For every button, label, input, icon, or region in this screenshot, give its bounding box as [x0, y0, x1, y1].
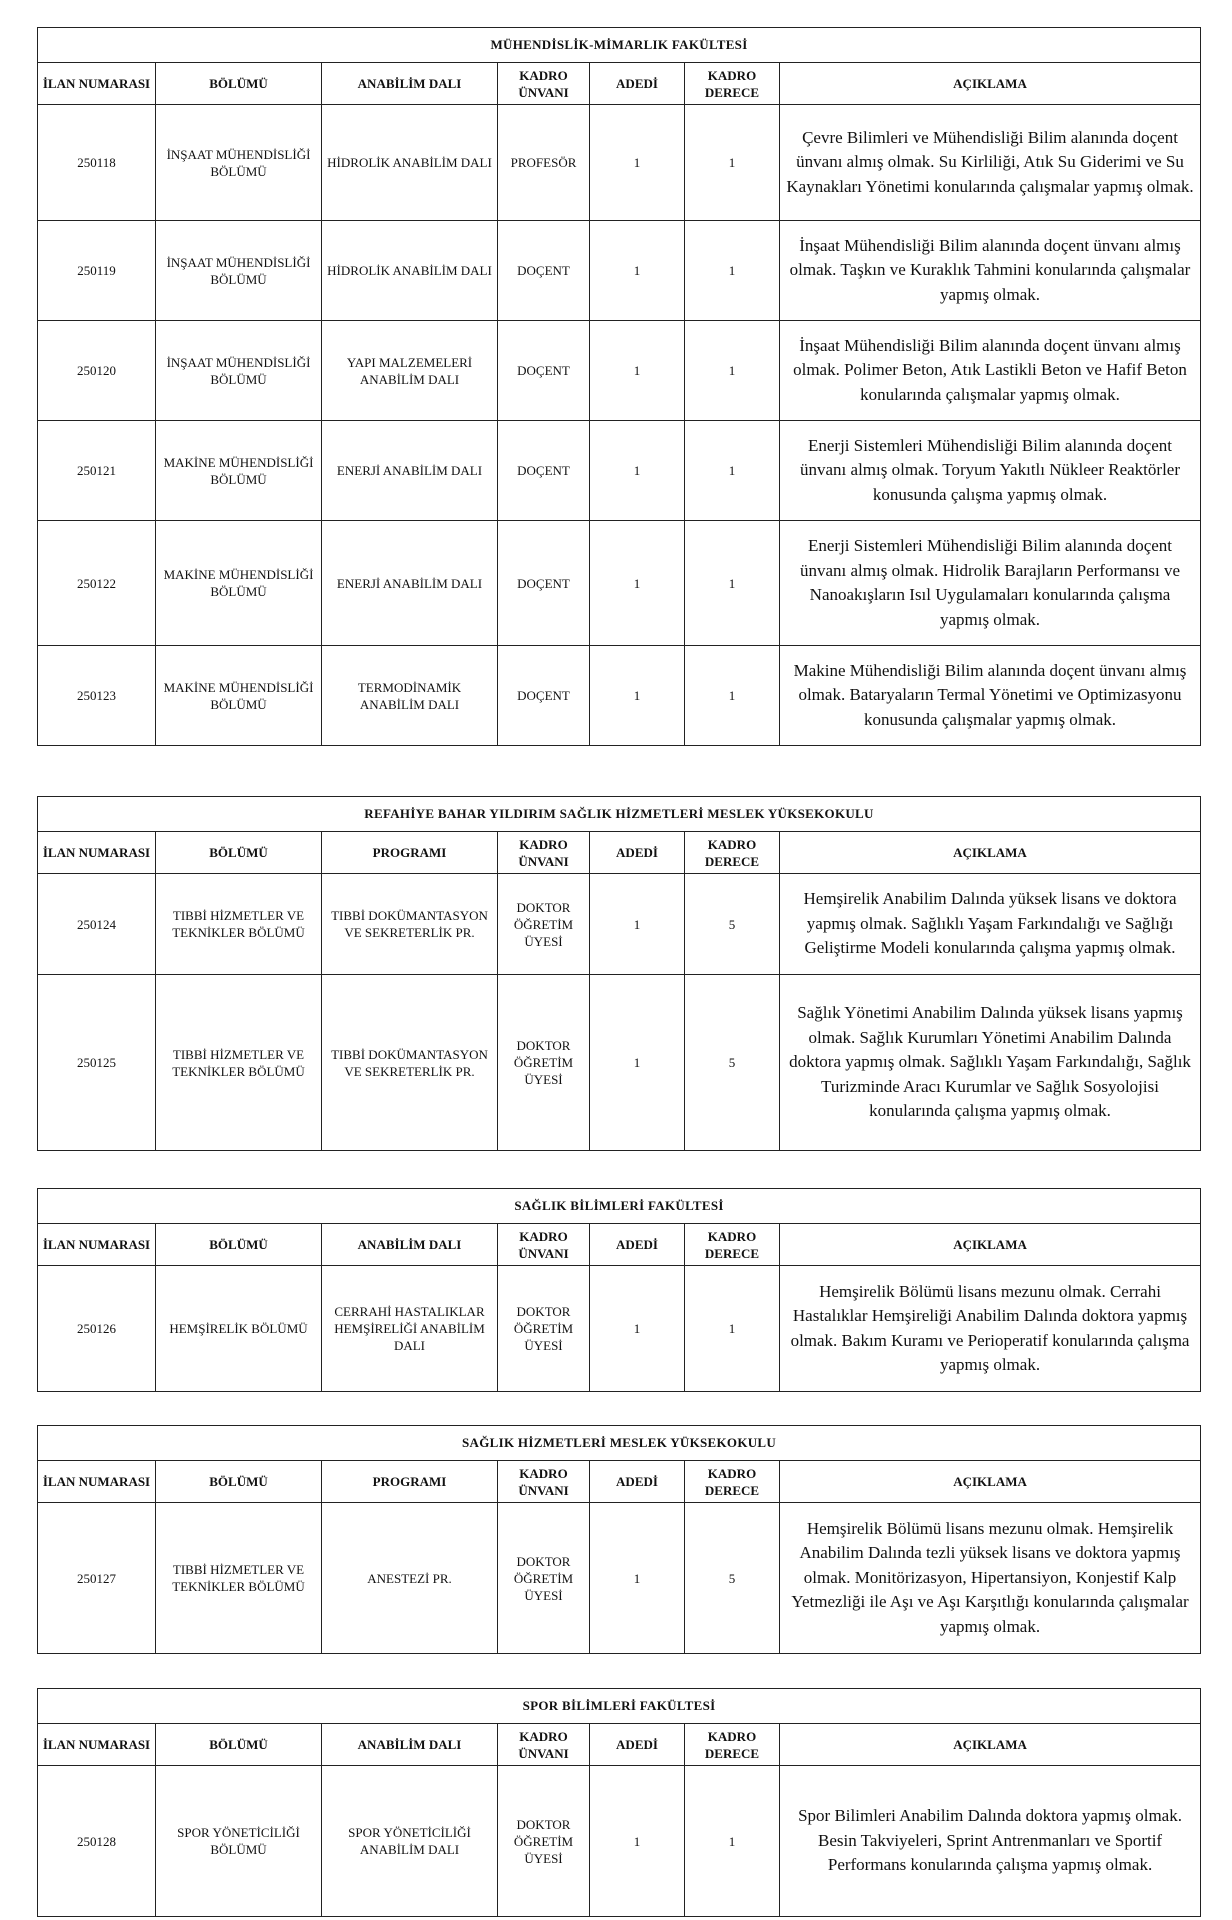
count-header: ADEDİ: [590, 63, 685, 105]
subdivision-cell: TIBBİ DOKÜMANTASYON VE SEKRETERLİK PR.: [322, 975, 498, 1151]
ilan-number-header: İLAN NUMARASI: [38, 832, 156, 874]
faculty-title: REFAHİYE BAHAR YILDIRIM SAĞLIK HİZMETLERİ MESLEK YÜKSEKOKULU: [38, 797, 1201, 832]
table-row: [38, 646, 1201, 746]
subdivision-header: ANABİLİM DALI: [322, 1224, 498, 1266]
department-cell: TIBBİ HİZMETLER VE TEKNİKLER BÖLÜMÜ: [156, 975, 322, 1151]
department-cell: İNŞAAT MÜHENDİSLİĞİ BÖLÜMÜ: [156, 105, 322, 221]
subdivision-cell: SPOR YÖNETİCİLİĞİ ANABİLİM DALI: [322, 1766, 498, 1917]
subdivision-cell: TERMODİNAMİK ANABİLİM DALI: [322, 646, 498, 746]
description-header: AÇIKLAMA: [780, 63, 1201, 105]
department-cell: İNŞAAT MÜHENDİSLİĞİ BÖLÜMÜ: [156, 221, 322, 321]
position-title-cell: DOKTOR ÖĞRETİM ÜYESİ: [498, 1503, 590, 1654]
ilan-number-cell: 250122: [38, 521, 156, 646]
subdivision-header: ANABİLİM DALI: [322, 1724, 498, 1766]
grade-header: KADRO DERECE: [685, 63, 780, 105]
grade-cell: 1: [685, 105, 780, 221]
description-cell: Spor Bilimleri Anabilim Dalında doktora yapmış olmak. Besin Takviyeleri, Sprint Antrenmanları ve Sportif Performans konularında çalışma yapmış olmak.: [780, 1766, 1201, 1917]
department-cell: TIBBİ HİZMETLER VE TEKNİKLER BÖLÜMÜ: [156, 1503, 322, 1654]
position-title-cell: DOKTOR ÖĞRETİM ÜYESİ: [498, 874, 590, 975]
grade-cell: 1: [685, 421, 780, 521]
count-cell: 1: [590, 321, 685, 421]
grade-cell: 1: [685, 321, 780, 421]
faculty-title-row: [38, 28, 1201, 63]
ilan-number-header: İLAN NUMARASI: [38, 1224, 156, 1266]
subdivision-cell: HİDROLİK ANABİLİM DALI: [322, 221, 498, 321]
position-title-header: KADRO ÜNVANI: [498, 1461, 590, 1503]
ilan-number-cell: 250126: [38, 1266, 156, 1392]
table-row: [38, 975, 1201, 1151]
ilan-number-cell: 250119: [38, 221, 156, 321]
description-cell: Enerji Sistemleri Mühendisliği Bilim alanında doçent ünvanı almış olmak. Hidrolik Barajların Performansı ve Nanoakışların Isıl Uygulamaları konularında çalışma yapmış olmak.: [780, 521, 1201, 646]
position-title-header: KADRO ÜNVANI: [498, 832, 590, 874]
table-row: [38, 105, 1201, 221]
count-header: ADEDİ: [590, 1224, 685, 1266]
grade-cell: 1: [685, 521, 780, 646]
count-cell: 1: [590, 1503, 685, 1654]
position-title-cell: DOÇENT: [498, 421, 590, 521]
department-cell: MAKİNE MÜHENDİSLİĞİ BÖLÜMÜ: [156, 421, 322, 521]
ilan-number-header: İLAN NUMARASI: [38, 1724, 156, 1766]
ilan-number-header: İLAN NUMARASI: [38, 63, 156, 105]
subdivision-cell: ENERJİ ANABİLİM DALI: [322, 521, 498, 646]
department-cell: HEMŞİRELİK BÖLÜMÜ: [156, 1266, 322, 1392]
table-row: [38, 1503, 1201, 1654]
faculty-title-row: [38, 1426, 1201, 1461]
ilan-number-cell: 250120: [38, 321, 156, 421]
column-header-row: [38, 1724, 1201, 1766]
column-header-row: [38, 63, 1201, 105]
table-row: [38, 521, 1201, 646]
count-header: ADEDİ: [590, 832, 685, 874]
table-row: [38, 874, 1201, 975]
count-cell: 1: [590, 874, 685, 975]
subdivision-header: ANABİLİM DALI: [322, 63, 498, 105]
position-title-header: KADRO ÜNVANI: [498, 1224, 590, 1266]
faculty-title: SAĞLIK HİZMETLERİ MESLEK YÜKSEKOKULU: [38, 1426, 1201, 1461]
position-title-cell: DOÇENT: [498, 521, 590, 646]
faculty-table: [37, 27, 1201, 746]
faculty-title: SAĞLIK BİLİMLERİ FAKÜLTESİ: [38, 1189, 1201, 1224]
subdivision-cell: TIBBİ DOKÜMANTASYON VE SEKRETERLİK PR.: [322, 874, 498, 975]
description-cell: Makine Mühendisliği Bilim alanında doçent ünvanı almış olmak. Bataryaların Termal Yönetimi ve Optimizasyonu konusunda çalışmalar yapmış olmak.: [780, 646, 1201, 746]
description-cell: Hemşirelik Bölümü lisans mezunu olmak. Cerrahi Hastalıklar Hemşireliği Anabilim Dalında doktora yapmış olmak. Bakım Kuramı ve Perioperatif konularında çalışma yapmış olmak.: [780, 1266, 1201, 1392]
count-header: ADEDİ: [590, 1461, 685, 1503]
department-header: BÖLÜMÜ: [156, 1724, 322, 1766]
count-cell: 1: [590, 221, 685, 321]
subdivision-cell: YAPI MALZEMELERİ ANABİLİM DALI: [322, 321, 498, 421]
description-cell: İnşaat Mühendisliği Bilim alanında doçent ünvanı almış olmak. Polimer Beton, Atık Lastikli Beton ve Hafif Beton konularında çalışmalar yapmış olmak.: [780, 321, 1201, 421]
ilan-number-header: İLAN NUMARASI: [38, 1461, 156, 1503]
description-cell: Çevre Bilimleri ve Mühendisliği Bilim alanında doçent ünvanı almış olmak. Su Kirliliği, Atık Su Giderimi ve Su Kaynakları Yönetimi konularında çalışmalar yapmış olmak.: [780, 105, 1201, 221]
grade-header: KADRO DERECE: [685, 832, 780, 874]
faculty-table: [37, 1425, 1201, 1654]
faculty-title: SPOR BİLİMLERİ FAKÜLTESİ: [38, 1689, 1201, 1724]
description-cell: Hemşirelik Anabilim Dalında yüksek lisans ve doktora yapmış olmak. Sağlıklı Yaşam Farkındalığı ve Sağlığı Geliştirme Modeli konularında çalışma yapmış olmak.: [780, 874, 1201, 975]
count-cell: 1: [590, 1766, 685, 1917]
column-header-row: [38, 1461, 1201, 1503]
department-header: BÖLÜMÜ: [156, 63, 322, 105]
description-header: AÇIKLAMA: [780, 832, 1201, 874]
table-row: [38, 221, 1201, 321]
grade-header: KADRO DERECE: [685, 1724, 780, 1766]
department-cell: İNŞAAT MÜHENDİSLİĞİ BÖLÜMÜ: [156, 321, 322, 421]
grade-header: KADRO DERECE: [685, 1224, 780, 1266]
ilan-number-cell: 250118: [38, 105, 156, 221]
position-title-header: KADRO ÜNVANI: [498, 1724, 590, 1766]
subdivision-cell: ANESTEZİ PR.: [322, 1503, 498, 1654]
position-title-cell: DOKTOR ÖĞRETİM ÜYESİ: [498, 975, 590, 1151]
faculty-table: [37, 1688, 1201, 1917]
grade-cell: 1: [685, 1766, 780, 1917]
faculty-title: MÜHENDİSLİK-MİMARLIK FAKÜLTESİ: [38, 28, 1201, 63]
grade-cell: 1: [685, 1266, 780, 1392]
count-cell: 1: [590, 1266, 685, 1392]
description-cell: Sağlık Yönetimi Anabilim Dalında yüksek lisans yapmış olmak. Sağlık Kurumları Yönetimi Anabilim Dalında doktora yapmış olmak. Sağlıklı Yaşam Farkındalığı, Sağlık Turizminde Aracı Kurumlar ve Sağlık Sosyolojisi konularında çalışma yapmış olmak.: [780, 975, 1201, 1151]
position-title-cell: DOKTOR ÖĞRETİM ÜYESİ: [498, 1266, 590, 1392]
department-header: BÖLÜMÜ: [156, 1461, 322, 1503]
subdivision-cell: ENERJİ ANABİLİM DALI: [322, 421, 498, 521]
department-header: BÖLÜMÜ: [156, 832, 322, 874]
count-cell: 1: [590, 521, 685, 646]
position-title-cell: DOÇENT: [498, 646, 590, 746]
description-header: AÇIKLAMA: [780, 1461, 1201, 1503]
count-cell: 1: [590, 105, 685, 221]
position-title-header: KADRO ÜNVANI: [498, 63, 590, 105]
count-cell: 1: [590, 646, 685, 746]
column-header-row: [38, 832, 1201, 874]
count-header: ADEDİ: [590, 1724, 685, 1766]
ilan-number-cell: 250121: [38, 421, 156, 521]
grade-cell: 5: [685, 975, 780, 1151]
faculty-title-row: [38, 1689, 1201, 1724]
ilan-number-cell: 250123: [38, 646, 156, 746]
subdivision-cell: HİDROLİK ANABİLİM DALI: [322, 105, 498, 221]
ilan-number-cell: 250125: [38, 975, 156, 1151]
faculty-table: [37, 1188, 1201, 1392]
grade-cell: 5: [685, 874, 780, 975]
table-row: [38, 1266, 1201, 1392]
column-header-row: [38, 1224, 1201, 1266]
position-title-cell: DOÇENT: [498, 321, 590, 421]
table-row: [38, 421, 1201, 521]
description-header: AÇIKLAMA: [780, 1724, 1201, 1766]
program-header: PROGRAMI: [322, 1461, 498, 1503]
description-cell: İnşaat Mühendisliği Bilim alanında doçent ünvanı almış olmak. Taşkın ve Kuraklık Tahmini konularında çalışmalar yapmış olmak.: [780, 221, 1201, 321]
department-cell: TIBBİ HİZMETLER VE TEKNİKLER BÖLÜMÜ: [156, 874, 322, 975]
department-cell: SPOR YÖNETİCİLİĞİ BÖLÜMÜ: [156, 1766, 322, 1917]
description-cell: Enerji Sistemleri Mühendisliği Bilim alanında doçent ünvanı almış olmak. Toryum Yakıtlı Nükleer Reaktörler konusunda çalışma yapmış olmak.: [780, 421, 1201, 521]
description-cell: Hemşirelik Bölümü lisans mezunu olmak. Hemşirelik Anabilim Dalında tezli yüksek lisans ve doktora yapmış olmak. Monitörizasyon, Hipertansiyon, Konjestif Kalp Yetmezliği ile Aşı ve Aşı Karşıtlığı konularında çalışmalar yapmış olmak.: [780, 1503, 1201, 1654]
count-cell: 1: [590, 975, 685, 1151]
position-title-cell: DOÇENT: [498, 221, 590, 321]
department-header: BÖLÜMÜ: [156, 1224, 322, 1266]
ilan-number-cell: 250128: [38, 1766, 156, 1917]
grade-cell: 5: [685, 1503, 780, 1654]
faculty-table: [37, 796, 1201, 1151]
ilan-number-cell: 250124: [38, 874, 156, 975]
count-cell: 1: [590, 421, 685, 521]
table-row: [38, 1766, 1201, 1917]
grade-cell: 1: [685, 646, 780, 746]
position-title-cell: PROFESÖR: [498, 105, 590, 221]
ilan-number-cell: 250127: [38, 1503, 156, 1654]
table-row: [38, 321, 1201, 421]
position-title-cell: DOKTOR ÖĞRETİM ÜYESİ: [498, 1766, 590, 1917]
department-cell: MAKİNE MÜHENDİSLİĞİ BÖLÜMÜ: [156, 521, 322, 646]
grade-header: KADRO DERECE: [685, 1461, 780, 1503]
faculty-title-row: [38, 797, 1201, 832]
faculty-title-row: [38, 1189, 1201, 1224]
program-header: PROGRAMI: [322, 832, 498, 874]
department-cell: MAKİNE MÜHENDİSLİĞİ BÖLÜMÜ: [156, 646, 322, 746]
subdivision-cell: CERRAHİ HASTALIKLAR HEMŞİRELİĞİ ANABİLİM DALI: [322, 1266, 498, 1392]
description-header: AÇIKLAMA: [780, 1224, 1201, 1266]
grade-cell: 1: [685, 221, 780, 321]
